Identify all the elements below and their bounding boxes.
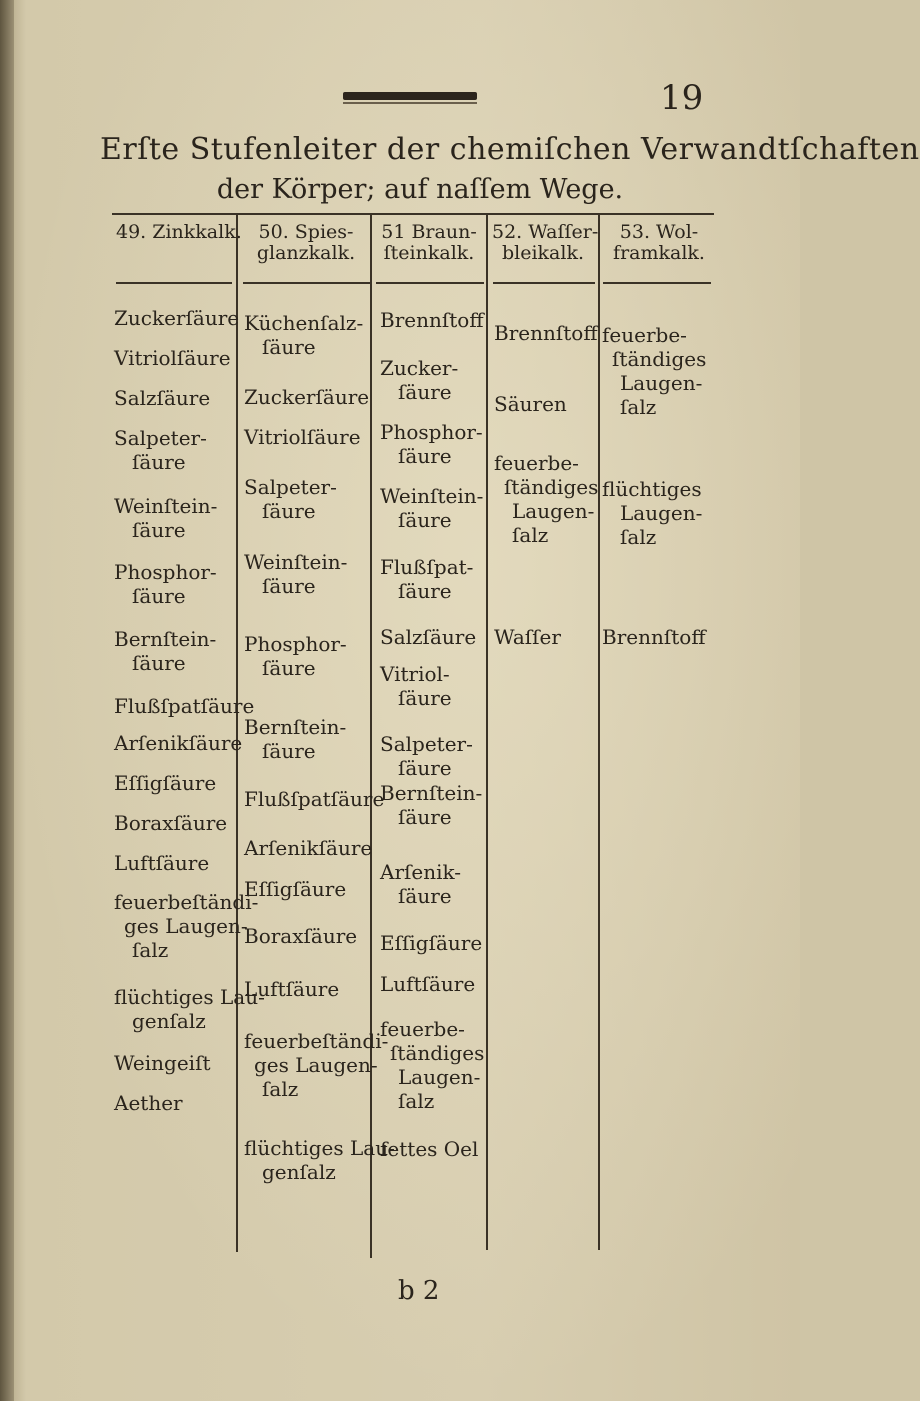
column-header: [116, 221, 242, 243]
table-cell: feuerbe- ſtändiges Laugen- ſalz: [602, 323, 707, 419]
table-cell: Bernſtein- ſäure: [114, 627, 217, 675]
table-cell: Zuckerſäure: [114, 306, 240, 330]
column-header-line: glanzkalk.: [256, 242, 356, 264]
table-cell: Weinſtein- ſäure: [244, 550, 348, 598]
table-cell: Zucker- ſäure: [380, 356, 459, 404]
table-cell: Waſſer: [494, 625, 561, 649]
table-cell: Luftſäure: [244, 977, 340, 1001]
page-title: Erſte Stufenleiter der chemiſchen Verwandtſchaften: [100, 132, 920, 167]
header-ornament-underline: [343, 102, 477, 104]
table-cell: Eſſigſäure: [380, 931, 483, 955]
table-cell: Luftſäure: [114, 851, 210, 875]
table-cell: Flußſpatſäure: [114, 694, 255, 718]
table-cell: Aether: [114, 1091, 183, 1115]
table-cell: Flußſpatſäure: [244, 787, 385, 811]
page-subtitle: der Körper; auf naſſem Wege.: [216, 174, 624, 205]
column-header-rule: [116, 282, 232, 284]
table-cell: Weingeiſt: [114, 1051, 211, 1075]
header-ornament: [343, 92, 477, 100]
column-header-rule: [376, 282, 484, 284]
table-cell: Arſenik- ſäure: [380, 860, 462, 908]
table-cell: fettes Oel: [380, 1137, 479, 1161]
column-header-line: framkalk.: [613, 242, 705, 264]
table-cell: Vitriolſäure: [114, 346, 231, 370]
table-cell: Phosphor- ſäure: [380, 420, 483, 468]
table-cell: Eſſigſäure: [114, 771, 217, 795]
column-header-rule: [243, 282, 371, 284]
table-cell: Boraxſäure: [114, 811, 228, 835]
table-cell: Bernſtein- ſäure: [244, 715, 347, 763]
column-divider: [486, 215, 488, 1250]
table-cell: Vitriolſäure: [244, 425, 361, 449]
signature-mark: b 2: [398, 1276, 440, 1306]
table-cell: Weinſtein- ſäure: [380, 484, 484, 532]
column-header-rule: [603, 282, 711, 284]
table-cell: Salpeter- ſäure: [114, 426, 207, 474]
column-divider: [598, 215, 600, 1250]
table-cell: Eſſigſäure: [244, 877, 347, 901]
column-header: [604, 222, 714, 264]
column-divider: [370, 215, 372, 1258]
column-header-line: 53. Wol-: [619, 221, 699, 243]
table-cell: feuerbeſtändi- ges Laugen- ſalz: [114, 890, 259, 962]
table-cell: Küchenſalz- ſäure: [244, 311, 364, 359]
table-cell: feuerbe- ſtändiges Laugen- ſalz: [380, 1017, 485, 1113]
column-header: [242, 222, 370, 264]
column-header: [374, 222, 484, 264]
table-cell: Brennſtoff: [494, 321, 598, 345]
table-cell: Arſenikſäure: [244, 836, 373, 860]
table-cell: Luftſäure: [380, 972, 476, 996]
table-cell: Phosphor- ſäure: [114, 560, 217, 608]
column-header-line: bleikalk.: [501, 242, 585, 264]
column-header: [492, 221, 599, 264]
table-cell: Salzſäure: [114, 386, 211, 410]
page-number: 19: [660, 78, 704, 118]
table-cell: Weinſtein- ſäure: [114, 494, 218, 542]
table-cell: Salzſäure: [380, 625, 477, 649]
table-cell: Salpeter- ſäure: [380, 732, 473, 780]
table-cell: Säuren: [494, 392, 567, 416]
table-cell: feuerbeſtändi- ges Laugen- ſalz: [244, 1029, 389, 1101]
table-cell: Brennſtoff: [380, 308, 484, 332]
column-header-line: ſteinkalk.: [383, 242, 475, 264]
table-cell: Zuckerſäure: [244, 385, 370, 409]
table-cell: Vitriol- ſäure: [380, 662, 452, 710]
table-cell: Brennſtoff: [602, 625, 706, 649]
table-cell: flüchtiges Lau- genſalz: [114, 985, 265, 1033]
column-header-line: 51 Braun-: [381, 221, 477, 243]
table-cell: Flußſpat- ſäure: [380, 555, 474, 603]
column-header-line: 50. Spies-: [258, 221, 354, 243]
book-spine: [0, 0, 14, 1401]
table-cell: Boraxſäure: [244, 924, 358, 948]
column-header-line: 52. Waſſer-: [492, 221, 599, 243]
column-header-rule: [493, 282, 595, 284]
table-cell: Phosphor- ſäure: [244, 632, 347, 680]
column-header-line: 49. Zinkkalk.: [116, 221, 242, 243]
table-cell: Arſenikſäure: [114, 731, 243, 755]
table-cell: flüchtiges Laugen- ſalz: [602, 477, 703, 549]
table-cell: Salpeter- ſäure: [244, 475, 337, 523]
table-cell: Bernſtein- ſäure: [380, 781, 483, 829]
table-cell: flüchtiges Lau- genſalz: [244, 1136, 395, 1184]
table-cell: feuerbe- ſtändiges Laugen- ſalz: [494, 451, 599, 547]
table-top-rule: [112, 213, 714, 215]
